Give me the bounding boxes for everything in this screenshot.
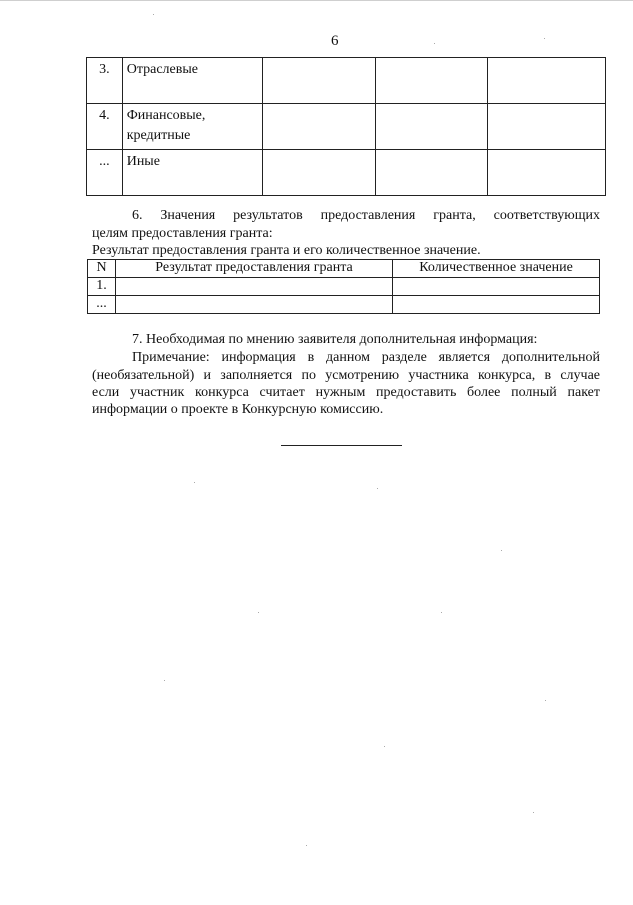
- empty-cell: [375, 58, 488, 104]
- results-table: [87, 259, 600, 314]
- scan-speck: [501, 550, 502, 551]
- row-name: Иные: [122, 150, 262, 196]
- table-row: [87, 104, 606, 150]
- row-number: 1.: [88, 278, 116, 296]
- row-number: 4.: [87, 104, 123, 150]
- section7-heading: 7. Необходимая по мнению заявителя дополнительная информация:: [132, 332, 538, 347]
- scan-speck: [194, 482, 195, 483]
- row-number: 3.: [87, 58, 123, 104]
- column-header-number: N: [88, 260, 116, 278]
- table-row: [88, 278, 600, 296]
- section7-note-line2: (необязательной) и заполняется по усмотрению участника конкурса, в случае: [92, 368, 600, 383]
- row-name: Финансовые, кредитные: [122, 104, 262, 150]
- row-number: ...: [87, 150, 123, 196]
- column-header-quantity: Количественное значение: [393, 260, 600, 278]
- empty-cell: [375, 150, 488, 196]
- empty-cell: [263, 150, 376, 196]
- scan-speck: [258, 612, 259, 613]
- section6-heading-line1: 6. Значения результатов предоставления гранта, соответствующих: [132, 208, 600, 223]
- scan-speck: [434, 43, 435, 44]
- page-top-edge: [0, 0, 633, 1]
- empty-cell: [488, 58, 606, 104]
- table-row: [88, 296, 600, 314]
- result-cell: [116, 296, 393, 314]
- section7-note-line1: Примечание: информация в данном разделе является дополнительной: [132, 350, 600, 365]
- result-cell: [116, 278, 393, 296]
- closing-rule: [281, 445, 402, 446]
- empty-cell: [263, 58, 376, 104]
- funding-sources-table: [86, 57, 606, 196]
- scan-speck: [306, 845, 307, 846]
- section6-intro: Результат предоставления гранта и его количественное значение.: [92, 243, 481, 258]
- table-row: [87, 150, 606, 196]
- column-header-result: Результат предоставления гранта: [116, 260, 393, 278]
- table-row: [87, 58, 606, 104]
- section6-heading-line2: целям предоставления гранта:: [92, 226, 273, 241]
- empty-cell: [263, 104, 376, 150]
- scan-speck: [533, 812, 534, 813]
- scan-speck: [441, 612, 442, 613]
- row-name: Отраслевые: [122, 58, 262, 104]
- scan-speck: [544, 38, 545, 39]
- scan-speck: [164, 680, 165, 681]
- section7-note-line4: информации о проекте в Конкурсную комиссию.: [92, 402, 384, 417]
- scan-speck: [153, 14, 154, 15]
- empty-cell: [375, 104, 488, 150]
- scan-speck: [377, 488, 378, 489]
- scan-speck: [545, 700, 546, 701]
- empty-cell: [488, 150, 606, 196]
- table-header-row: [88, 260, 600, 278]
- row-number: ...: [88, 296, 116, 314]
- section7-note-line3: если участник конкурса считает нужным предоставить более полный пакет: [92, 385, 600, 400]
- scan-speck: [384, 746, 385, 747]
- page-number: 6: [331, 33, 339, 49]
- value-cell: [393, 296, 600, 314]
- empty-cell: [488, 104, 606, 150]
- value-cell: [393, 278, 600, 296]
